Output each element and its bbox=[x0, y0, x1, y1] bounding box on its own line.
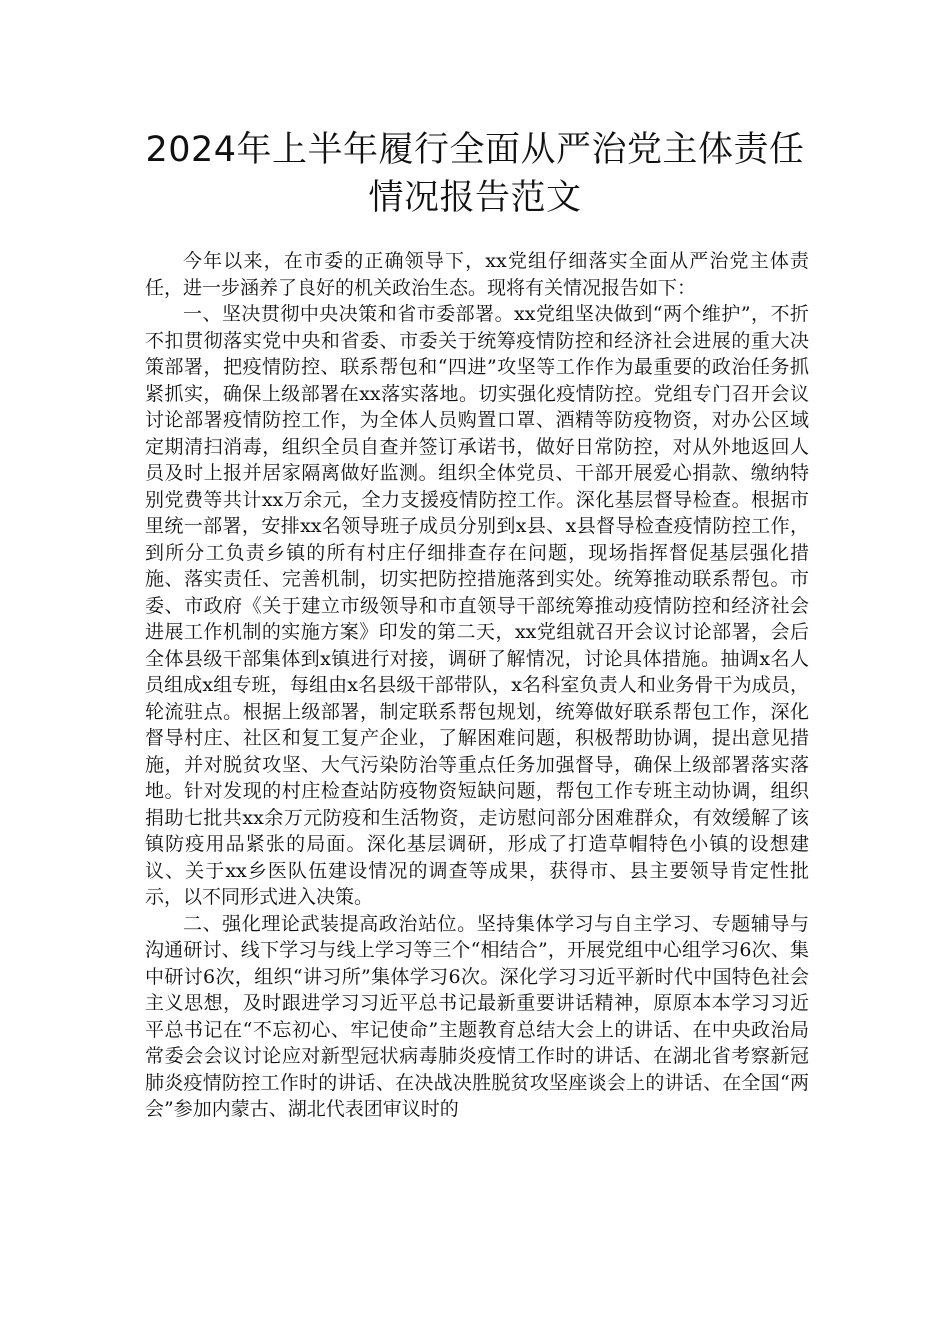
paragraph-section-one: 一、坚决贯彻中央决策和省市委部署。xx党组坚决做到“两个维护”，不折不扣贯彻落实党中央和省委、市委关于统筹疫情防控和经济社会进展的重大决策部署，把疫情防控、联系帮包和“四进”攻坚等工作作为最重要的政治任务抓紧抓实，确保上级部署在xx落实落地。切实强化疫情防控。党组专门召开会议讨论部署疫情防控工作，为全体人员购置口罩、酒精等防疫物资，对办公区域定期清扫消毒，组织全员自查并签订承诺书，做好日常防控，对从外地返回人员及时上报并居家隔离做好监测。组织全体党员、干部开展爱心捐款、缴纳特别党费等共计xx万余元，全力支援疫情防控工作。深化基层督导检查。根据市里统一部署，安排xx名领导班子成员分别到x县、x县督导检查疫情防控工作，到所分工负责乡镇的所有村庄仔细排查存在问题，现场指挥督促基层强化措施、落实责任、完善机制，切实把防控措施落到实处。统筹推动联系帮包。市委、市政府《关于建立市级领导和市直领导干部统筹推动疫情防控和经济社会进展工作机制的实施方案》印发的第二天，xx党组就召开会议讨论部署，会后全体县级干部集体到x镇进行对接，调研了解情况，讨论具体措施。抽调x名人员组成x组专班，每组由x名县级干部带队，x名科室负责人和业务骨干为成员，轮流驻点。根据上级部署，制定联系帮包规划，统筹做好联系帮包工作，深化督导村庄、社区和复工复产企业，了解困难问题，积极帮助协调，提出意见措施，并对脱贫攻坚、大气污染防治等重点任务加强督导，确保上级部署落实落地。针对发现的村庄检查站防疫物资短缺问题，帮包工作专班主动协调，组织捐助七批共xx余万元防疫和生活物资，走访慰问部分困难群众，有效缓解了该镇防疫用品紧张的局面。深化基层调研，形成了打造草帽特色小镇的设想建议、关于xx乡医队伍建设情况的调查等成果，获得市、县主要领导肯定性批示，以不同形式进入决策。 bbox=[145, 303, 809, 908]
paragraph-section-two: 二、强化理论武装提高政治站位。坚持集体学习与自主学习、专题辅导与沟通研讨、线下学习与线上学习等三个“相结合”，开展党组中心组学习6次、集中研讨6次，组织“讲习所”集体学习6次。深化学习习近平新时代中国特色社会主义思想，及时跟进学习习近平总书记最新重要讲话精神，原原本本学习习近平总书记在“不忘初心、牢记使命”主题教育总结大会上的讲话、在中央政治局常委会会议讨论应对新型冠状病毒肺炎疫情工作时的讲话、在湖北省考察新冠肺炎疫情防控工作时的讲话、在决战决胜脱贫攻坚座谈会上的讲话、在全国“两会”参加内蒙古、湖北代表团审议时的 bbox=[145, 912, 809, 1120]
document-body bbox=[145, 248, 809, 1123]
document-title: 2024年上半年履行全面从严治党主体责任情况报告范文 bbox=[145, 130, 805, 218]
paragraph-intro: 今年以来，在市委的正确领导下，xx党组仔细落实全面从严治党主体责任，进一步涵养了良好的机关政治生态。现将有关情况报告如下： bbox=[145, 250, 809, 299]
